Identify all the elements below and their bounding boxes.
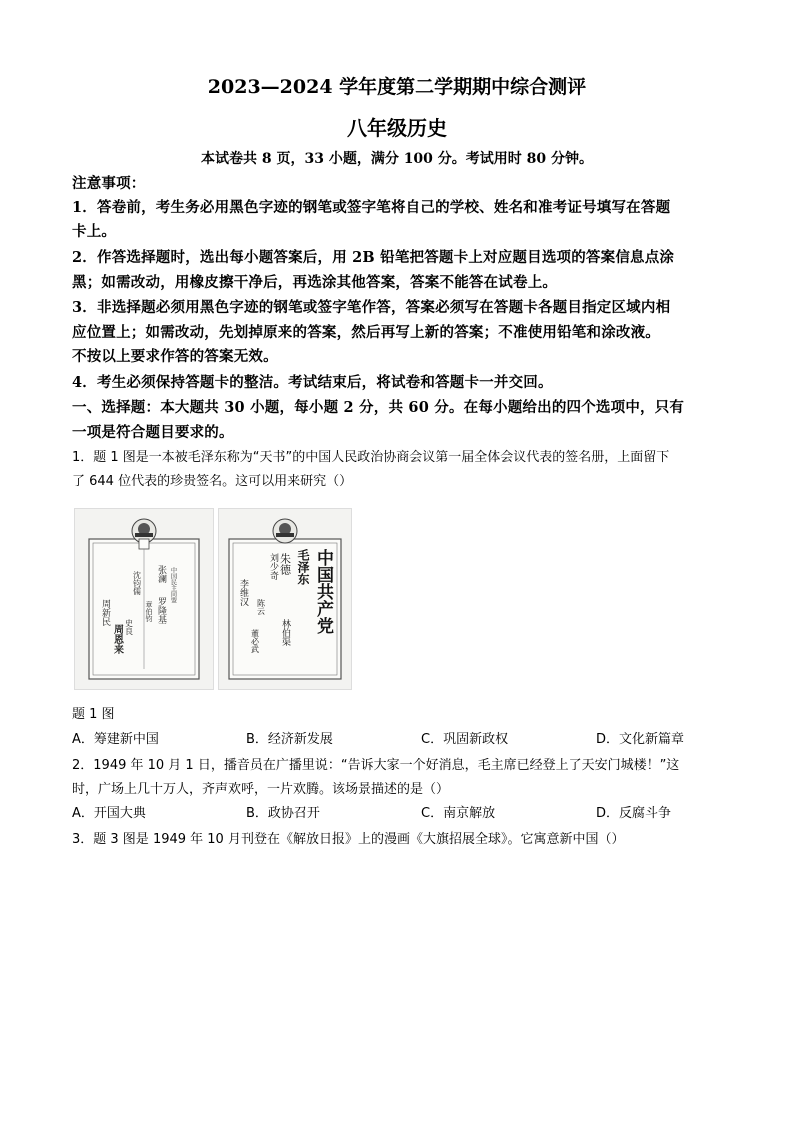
exam-subject: 八年级历史 (347, 116, 447, 140)
signature-text: 毛泽东 (296, 549, 310, 585)
signature-text: 周新民 (100, 599, 110, 626)
signature-text: 沈钧儒 (132, 571, 142, 595)
signature-text: 罗隆基 (156, 597, 166, 624)
signature-text: 陈云 (256, 599, 266, 615)
note-1-line-2: 卡上。 (72, 223, 117, 240)
q1-option-d[interactable]: D．文化新篇章 (596, 732, 685, 747)
section-1-heading-line-2: 一项是符合题目要求的。 (72, 424, 234, 441)
signature-text: 董必武 (250, 629, 260, 653)
note-3-line-3: 不按以上要求作答的答案无效。 (72, 348, 278, 365)
q2-option-b[interactable]: B．政协召开 (246, 806, 320, 821)
signature-text: 林伯渠 (280, 619, 290, 646)
signature-text: 周恩来 (111, 624, 123, 654)
signature-text: 李维汉 (238, 579, 248, 606)
question-2-line-1: 2．1949 年 10 月 1 日，播音员在广播里说：“告诉大家一个好消息，毛主席已经登上了天安门城楼！”这 (72, 758, 680, 773)
question-3-line-1: 3．题 3 图是 1949 年 10 月刊登在《解放日报》上的漫画《大旗招展全球》。它寓意新中国（） (72, 832, 625, 847)
note-3-line-2: 应位置上；如需改动，先划掉原来的答案，然后再写上新的答案；不准使用铅笔和涂改液。 (72, 324, 660, 341)
q2-option-d[interactable]: D．反腐斗争 (596, 806, 672, 821)
exam-info: 本试卷共 8 页，33 小题，满分 100 分。考试用时 80 分钟。 (200, 151, 594, 167)
question-2-line-2: 时，广场上几十万人，齐声欢呼，一片欢腾。该场景描述的是（） (72, 782, 450, 797)
note-2-line-2: 黑；如需改动，用橡皮擦干净后，再选涂其他答案，答案不能答在试卷上。 (72, 274, 558, 291)
figure-1-caption: 题 1 图 (72, 707, 115, 722)
note-1-line-1: 1．答卷前，考生务必用黑色字迹的钢笔或签字笔将自己的学校、姓名和准考证号填写在答题 (72, 199, 671, 216)
signature-text: 章伯钧 (145, 601, 153, 622)
emblem-icon (273, 519, 297, 543)
signature-text: 中国民主同盟 (169, 567, 177, 603)
q1-option-c[interactable]: C．巩固新政权 (421, 732, 509, 747)
notes-heading: 注意事项： (72, 175, 146, 192)
signature-page-left-drawing (75, 509, 213, 689)
question-1-line-1: 1．题 1 图是一本被毛泽东称为“天书”的中国人民政治协商会议第一届全体会议代表的签名册，上面留下 (72, 450, 670, 465)
signature-text: 刘少奇 (268, 553, 278, 580)
signature-book-image-left (74, 508, 214, 690)
q2-option-a[interactable]: A．开国大典 (72, 806, 146, 821)
signature-text: 张澜 (156, 565, 166, 583)
exam-title: 2023—2024 学年度第二学期期中综合测评 (207, 76, 587, 98)
q1-option-b[interactable]: B．经济新发展 (246, 732, 333, 747)
note-3-line-1: 3．非选择题必须用黑色字迹的钢笔或签字笔作答，答案必须写在答题卡各题目指定区域内相 (72, 299, 671, 316)
signature-text: 史良 (124, 619, 134, 635)
q2-option-c[interactable]: C．南京解放 (421, 806, 496, 821)
signature-text: 朱德 (278, 553, 292, 575)
question-1-line-2: 了 644 位代表的珍贵签名。这可以用来研究（） (72, 474, 353, 489)
note-4: 4．考生必须保持答题卡的整洁。考试结束后，将试卷和答题卡一并交回。 (72, 374, 553, 391)
signature-page-right-drawing (219, 509, 351, 689)
signature-book-image-right (218, 508, 352, 690)
section-1-heading-line-1: 一、选择题：本大题共 30 小题，每小题 2 分，共 60 分。在每小题给出的四个选项中，只有 (72, 399, 685, 416)
note-2-line-1: 2．作答选择题时，选出每小题答案后，用 2B 铅笔把答题卡上对应题目选项的答案信息点涂 (72, 249, 675, 266)
q1-option-a[interactable]: A．筹建新中国 (72, 732, 159, 747)
signature-text: 中国共产党 (313, 549, 333, 634)
